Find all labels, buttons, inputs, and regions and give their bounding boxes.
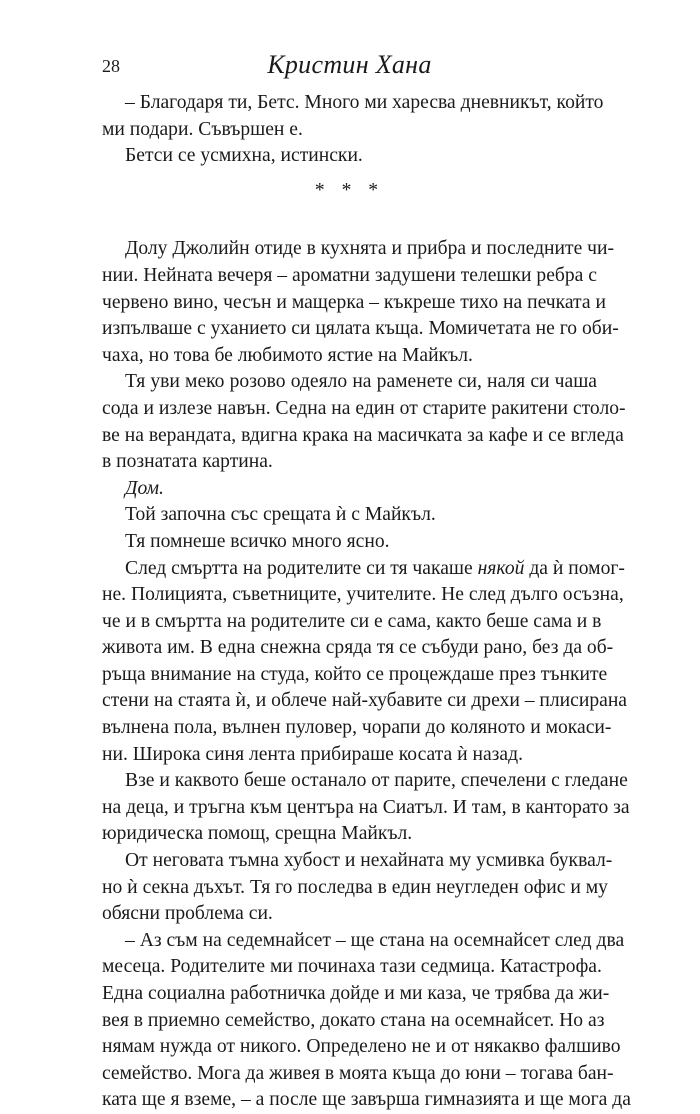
text-line: След смъртта на родителите си тя чакаше някой да ѝ помог- [125, 557, 625, 579]
text-line: живота им. В една снежна сряда тя се събуди рано, без да об- [102, 637, 614, 659]
section-separator: * * * [314, 179, 385, 201]
text-line: не. Полицията, съветниците, учителите. Не след дълго осъзна, [102, 584, 624, 606]
text-line: в познатата картина. [102, 451, 273, 473]
text-line: вълнена пола, вълнен пуловер, чорапи до коляното и мокаси- [102, 717, 612, 739]
text-line: Взе и каквото беше останало от парите, спечелени с гледане [125, 770, 628, 792]
text-line: Долу Джолийн отиде в кухнята и прибра и последните чи- [125, 238, 615, 260]
page-body [102, 90, 631, 1114]
running-title: Кристин Хана [267, 50, 432, 79]
text-line: чаха, но това бе любимото ястие на Майкъл. [102, 344, 473, 366]
text-line: червено вино, чесън и мащерка – къкреше тихо на печката и [102, 291, 606, 313]
text-line: юридическа помощ, срещна Майкъл. [102, 823, 413, 845]
text-line: месеца. Родителите ми починаха тази седмица. Катастрофа. [102, 956, 602, 978]
text-line-italic: Дом. [125, 477, 164, 499]
text-line: ве на верандата, вдигна крака на масичката за кафе и се вгледа [102, 424, 624, 446]
text-line: че и в смъртта на родителите си е сама, както беше сама и в [102, 610, 602, 632]
page-number: 28 [102, 56, 120, 76]
text-line: изпълваше с уханието си цялата къща. Момичетата не го оби- [102, 318, 619, 340]
text-line: обясни проблема си. [102, 903, 273, 925]
text-line: но ѝ секна дъхът. Тя го последва в един неугледен офис и му [102, 876, 608, 898]
text-line: – Благодаря ти, Бетс. Много ми харесва дневникът, който [125, 92, 604, 113]
text-line: От неговата тъмна хубост и нехайната му усмивка буквал- [125, 850, 613, 872]
text-line: Той започна със срещата ѝ с Майкъл. [125, 504, 436, 526]
text-line: нямам нужда от никого. Определено не и от някакво фалшиво [102, 1036, 621, 1058]
page-header [102, 50, 597, 82]
text-line: – Аз съм на седемнайсет – ще стана на осемнайсет след два [125, 929, 625, 951]
text-line: ръща внимание на студа, който се процеждаше през тънките [102, 663, 608, 685]
text-line: ката ще я вземе, – а после ще завърша гимназията и ще мога да [102, 1089, 631, 1111]
text-line: Бетси се усмихна, истински. [125, 145, 363, 167]
text-line: ми подари. Съвършен е. [102, 118, 303, 140]
text-line: Тя уви меко розово одеяло на раменете си, наля си чаша [125, 371, 597, 393]
text-line: вея в приемно семейство, докато стана на осемнайсет. Но аз [102, 1009, 605, 1031]
text-line: сода и излезе навън. Седна на един от старите ракитени столо- [102, 397, 626, 419]
text-line: семейство. Мога да живея в моята къща до юни – тогава бан- [102, 1062, 614, 1084]
text-line: стени на стаята ѝ, и облече най-хубавите си дрехи – плисирана [102, 690, 628, 712]
text-line: Една социална работничка дойде и ми каза, че трябва да жи- [102, 983, 610, 1004]
text-line: нии. Нейната вечеря – ароматни задушени телешки ребра с [102, 264, 597, 286]
text-line: на деца, и тръгна към центъра на Сиатъл. И там, в канторато за [102, 796, 630, 818]
text-line: Тя помнеше всичко много ясно. [125, 530, 390, 552]
text-line: ни. Широка синя лента прибираше косата ѝ назад. [102, 743, 523, 765]
